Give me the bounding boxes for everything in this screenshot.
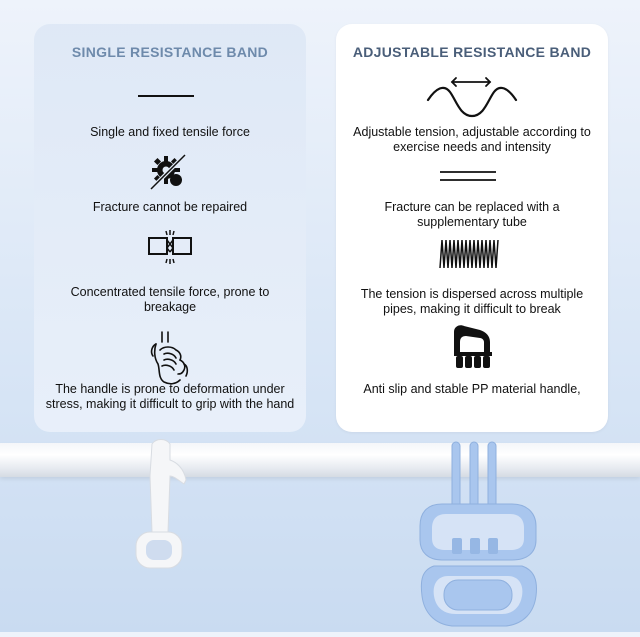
- single-band-card: [34, 24, 306, 432]
- single-band-feature-4: The handle is prone to deformation under stress, making it difficult to grip with the hand: [45, 382, 295, 411]
- broken-band-icon: [146, 230, 194, 264]
- spring-icon: [438, 238, 500, 270]
- adjustable-band-feature-4: Anti slip and stable PP material handle,: [363, 382, 581, 396]
- single-band-product-image: [126, 436, 196, 581]
- single-band-feature-3: Concentrated tensile force, prone to breakage: [70, 285, 270, 314]
- adjustable-band-title: ADJUSTABLE RESISTANCE BAND: [352, 44, 592, 60]
- single-band-title: SINGLE RESISTANCE BAND: [71, 44, 269, 60]
- adjustable-band-feature-2: Fracture can be replaced with a supplementary tube: [384, 200, 560, 229]
- single-band-feature-2: Fracture cannot be repaired: [92, 200, 248, 214]
- hand-grip-icon: [146, 330, 194, 386]
- adjustable-band-feature-3: The tension is dispersed across multiple pipes, making it difficult to break: [360, 287, 584, 316]
- adjustable-band-product-image: [412, 440, 548, 637]
- single-line-icon: [136, 94, 196, 98]
- broken-gear-icon: [146, 150, 190, 194]
- double-line-icon: [438, 170, 498, 182]
- solid-hand-icon: [450, 322, 496, 370]
- adjustable-band-card: [336, 24, 608, 432]
- adjustable-band-feature-1: Adjustable tension, adjustable according to exercise needs and intensity: [353, 125, 591, 154]
- single-band-feature-1: Single and fixed tensile force: [90, 125, 250, 139]
